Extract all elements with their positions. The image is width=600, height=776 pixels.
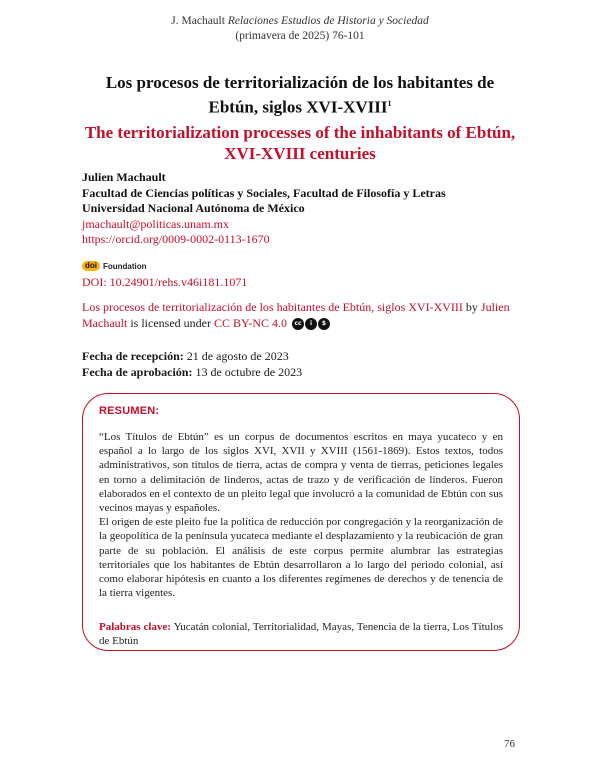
date-received-label: Fecha de recepción:: [82, 349, 184, 363]
cc-icon: cc: [292, 318, 304, 330]
license-under-text: is licensed under: [127, 316, 214, 330]
cc-by-icon: i: [305, 318, 317, 330]
license-author-link[interactable]: Julien Machault: [82, 300, 510, 330]
date-approved: [82, 364, 522, 380]
page-number: 76: [504, 738, 515, 750]
abstract-paragraph-2: El origen de este pleito fue la política de reducción por congregación y la reorganización de la geopolítica de la península yucateca mediante el desplazamiento y la reubicación de gran parte de su población. El análisis de este corpus permite alumbrar las estrategias territoriales que los habitantes de Ebtún desarrollaron a lo largo del periodo colonial, así como elaborar hipótesis en cuanto a los diferentes regímenes de derechos y de tenencia de la tierra vigentes.: [99, 516, 503, 600]
abstract-heading: RESUMEN:: [99, 405, 160, 417]
running-head-author: J. Machault: [171, 15, 225, 27]
license-work-title-link[interactable]: Los procesos de territorialización de los habitantes de Ebtún, siglos XVI-XVIII: [82, 300, 463, 314]
keywords-label: Palabras clave:: [99, 621, 172, 633]
running-head-journal: Relaciones Estudios de Historia y Sociedad: [227, 15, 429, 27]
date-received: [82, 348, 522, 364]
cc-nc-icon: $: [318, 318, 330, 330]
author-email-link[interactable]: jmachault@politicas.unam.mx: [82, 216, 230, 231]
keywords: [99, 620, 503, 648]
doi-block: [82, 260, 532, 290]
license-by-text: by: [462, 300, 481, 314]
article-title-english: The territorialization processes of the inhabitants of Ebtún, XVI-XVIII centuries: [84, 123, 516, 163]
doi-foundation-text: Foundation: [103, 261, 147, 271]
license-statement: [82, 299, 522, 331]
date-approved-value: 13 de octubre de 2023: [192, 365, 303, 379]
author-name: Julien Machault: [82, 170, 166, 184]
dates-block: [82, 348, 522, 380]
keywords-value: Yucatán colonial, Territorialidad, Mayas, Tenencia de la tierra, Los Títulos de Ebtún: [99, 621, 503, 648]
running-head-issue: (primavera de 2025) 76-101: [235, 30, 365, 42]
doi-foundation-logo: [82, 260, 532, 272]
article-title-spanish: [80, 72, 520, 118]
abstract-paragraph-1: “Los Títulos de Ebtún” es un corpus de documentos escritos en maya yucateco y en español a lo largo de los siglos XVI, XVII y XVIII (1561-1869). Estos textos, todos administrativos, son títulos de tierra, actas de compra y venta de tierras, peticiones legales en torno a delimitación de linderos, actas de trazo y de verificación de linderos. Fueron elaborados en el contexto de un pleito legal que involucró a la comunidad de Ebtún con sus vecinos mayas y españoles.: [99, 431, 503, 515]
author-affiliation-2: Universidad Nacional Autónoma de México: [82, 201, 305, 215]
author-block: [82, 170, 532, 248]
doi-link[interactable]: DOI: 10.24901/rehs.v46i181.1071: [82, 275, 248, 289]
license-name-link[interactable]: CC BY-NC 4.0: [213, 316, 287, 330]
title-es-text: Los procesos de territorialización de los habitantes de Ebtún, siglos XVI-XVIII: [105, 73, 495, 117]
abstract-text: [99, 430, 503, 600]
author-affiliation-1: Facultad de Ciencias políticas y Sociales, Facultad de Filosofía y Letras: [82, 185, 446, 200]
date-approved-label: Fecha de aprobación:: [82, 365, 193, 379]
doi-badge-icon: doi: [82, 261, 100, 271]
date-received-value: 21 de agosto de 2023: [183, 349, 289, 363]
cc-license-icons: [292, 318, 330, 330]
running-head: [0, 14, 600, 44]
author-orcid-link[interactable]: https://orcid.org/0009-0002-0113-1670: [82, 232, 270, 246]
title-footnote-mark[interactable]: 1: [387, 99, 392, 108]
